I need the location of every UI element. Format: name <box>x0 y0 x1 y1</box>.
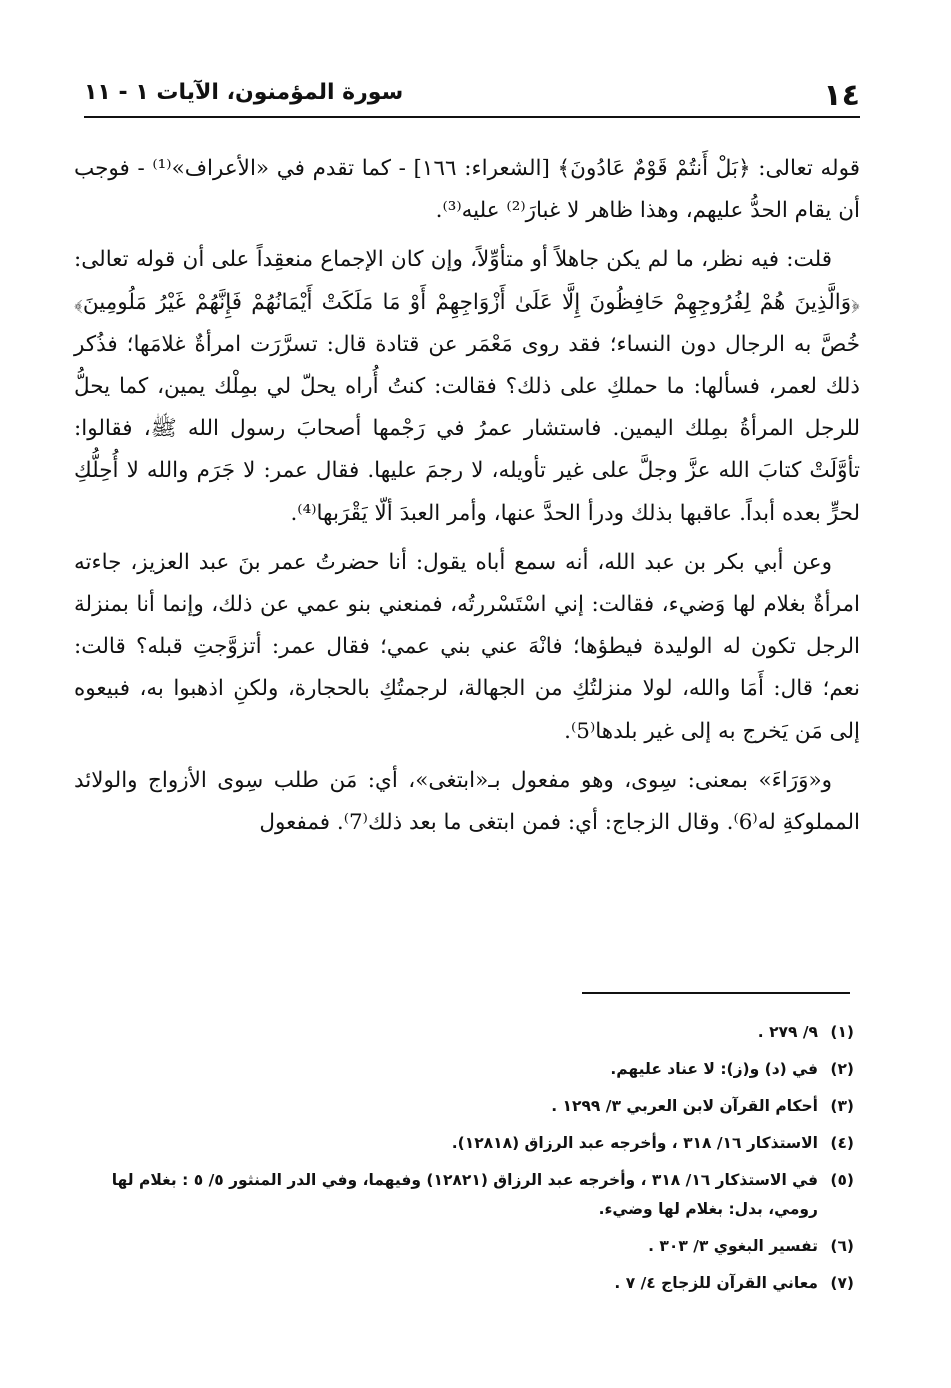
footnote <box>74 1166 854 1224</box>
footnote <box>74 1269 854 1298</box>
footnote-number: (٥) <box>830 1171 854 1189</box>
running-title: سورة المؤمنون، الآيات ١ - ١١ <box>84 80 404 105</box>
footnote-number: (٤) <box>830 1134 854 1152</box>
footnote-text: ٩/ ٢٧٩ . <box>757 1023 818 1041</box>
footnote-text: في (د) و(ز): لا عناد عليهم. <box>610 1060 818 1078</box>
footnote <box>74 1232 854 1261</box>
paragraph: قلت: فيه نظر، ما لم يكن جاهلاً أو متأوِّلاً، وإن كان الإجماع منعقِداً على أن قوله تعالى: ﴿وَالَّذِينَ هُمْ لِفُرُوجِهِمْ حَافِظُونَ إِلَّا عَلَىٰ أَزْوَاجِهِمْ أَوْ مَا مَلَكَتْ أَيْمَانُهُمْ فَإِنَّهُمْ غَيْرُ مَلُومِينَ﴾ خُصَّ به الرجال دون النساء؛ فقد روى مَعْمَر عن قتادة قال: تسرَّرَت امرأةٌ غلامَها؛ فذُكر ذلك لعمر، فسألها: ما حملكِ على ذلك؟ فقالت: كنتُ أُراه يحلّ لي بمِلْك يمين، كما يحلُّ للرجل المرأةُ بمِلك اليمين. فاستشار عمرُ في رَجْمها أصحابَ رسول الله ﷺ، فقالوا: تأوَّلَتْ كتابَ الله عزَّ وجلَّ على غير تأويله، لا رجمَ عليها. فقال عمر: لا جَرَم والله لا أُحِلُّكِ لحرٍّ بعده أبداً. عاقبها بذلك ودرأ الحدَّ عنها، وأمر العبدَ ألّا يَقْرَبها⁽⁴⁾. <box>74 247 860 526</box>
footnote <box>74 1055 854 1084</box>
paragraph: وعن أبي بكر بن عبد الله، أنه سمع أباه يقول: أنا حضرتُ عمر بنَ عبد العزيز، جاءته امرأةٌ بغلام لها وَضيء، فقالت: إني اسْتَسْررتُه، فمنعني بنو عمي عن ذلك، وإنما أنا بمنزلة الرجل تكون له الوليدة فيطؤها؛ فانْهَ عني بني عمي؛ فقال عمر: أتزوَّجتِ قبله؟ قالت: نعم؛ قال: أَمَا والله، لولا منزلتُكِ من الجهالة، لرجمتُكِ بالحجارة، ولكنِ اذهبوا به، فبيعوه إلى مَن يَخرج به إلى غير بلدها⁽5⁾. <box>74 549 860 744</box>
page-header <box>84 64 860 116</box>
footnote <box>74 1129 854 1158</box>
footnotes <box>74 1018 854 1306</box>
footnote-text: تفسير البغوي ٣/ ٣٠٣ . <box>648 1237 818 1255</box>
footnote-text: الاستذكار ١٦/ ٣١٨ ، وأخرجه عبد الرزاق (١٢٨١٨). <box>451 1134 818 1152</box>
footnote-separator <box>582 992 850 994</box>
footnote-text: في الاستذكار ١٦/ ٣١٨ ، وأخرجه عبد الرزاق (١٢٨٢١) وفيهما، وفي الدر المنثور ٥/ ٥ : بغلام لها رومي، بدل: بغلام لها وضيء. <box>111 1171 818 1218</box>
footnote-text: أحكام القرآن لابن العربي ٣/ ١٢٩٩ . <box>551 1097 818 1115</box>
footnote <box>74 1092 854 1121</box>
footnote-text: معاني القرآن للزجاج ٤/ ٧ . <box>614 1274 818 1292</box>
footnote <box>74 1018 854 1047</box>
footnote-number: (١) <box>830 1023 854 1041</box>
page-number: ١٤ <box>823 78 860 113</box>
footnote-number: (٢) <box>830 1060 854 1078</box>
header-rule <box>84 116 860 118</box>
footnote-number: (٦) <box>830 1237 854 1255</box>
paragraph: و«وَرَاءَ» بمعنى: سِوى، وهو مفعول بـ«ابتغى»، أي: مَن طلب سِوى الأزواج والولائد المملوكةِ له⁽6⁾. وقال الزجاج: أي: فمن ابتغى ما بعد ذلك⁽7⁾. فمفعول <box>74 767 860 836</box>
paragraph: قوله تعالى: ﴿بَلْ أَنتُمْ قَوْمٌ عَادُونَ﴾ [الشعراء: ١٦٦] - كما تقدم في «الأعراف»⁽¹⁾ - فوجب أن يقام الحدُّ عليهم، وهذا ظاهر لا غبارَ⁽²⁾ عليه⁽³⁾. <box>74 156 860 224</box>
footnote-number: (٣) <box>830 1097 854 1115</box>
footnote-number: (٧) <box>830 1274 854 1292</box>
main-text <box>74 148 860 844</box>
